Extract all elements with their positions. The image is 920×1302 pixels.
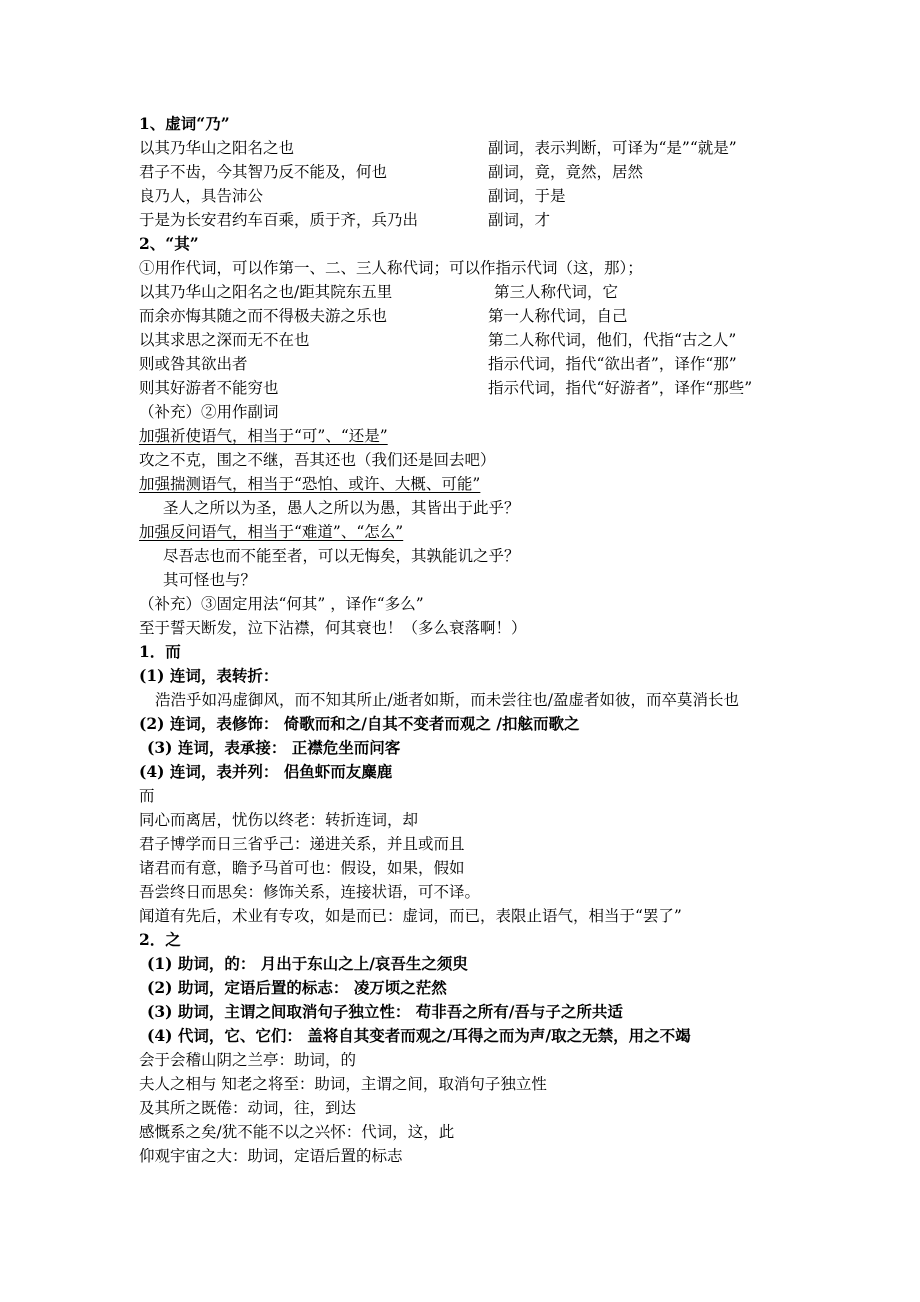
underlined-line: 加强反问语气，相当于“难道”、“怎么” [139, 523, 404, 541]
text-line: (4) 代词，它、它们： 盖将自其变者而观之/耳得之而为声/取之无禁，用之不竭 [147, 1026, 691, 1045]
text-line: 吾尝终日而思矣：修饰关系，连接状语，可不译。 [139, 883, 481, 901]
heading-er: 1．而 [139, 642, 181, 661]
text-line: (3) 连词，表承接： 正襟危坐而问客 [147, 738, 401, 757]
annotation: 副词，竟，竟然，居然 [488, 163, 644, 181]
text-line: 至于誓天断发，泣下沾襟，何其衰也！（多么衰落啊！） [139, 619, 527, 637]
text-line: 攻之不克，围之不继，吾其还也（我们还是回去吧） [139, 451, 496, 469]
annotation: 第二人称代词，他们，代指“古之人” [488, 331, 737, 349]
text-line: 及其所之既倦：动词，往，到达 [139, 1099, 357, 1117]
heading-qi: 2、“其” [139, 234, 199, 253]
annotation: 第一人称代词，自己 [488, 307, 628, 325]
example-line: 以其乃华山之阳名之也 [139, 139, 295, 157]
example-line: 良乃人，具告沛公 [139, 187, 264, 205]
example-line: 君子不齿，今其智乃反不能及，何也 [139, 163, 388, 181]
text-line: 圣人之所以为圣，愚人之所以为愚，其皆出于此乎？ [163, 499, 520, 517]
text-line: ①用作代词，可以作第一、二、三人称代词；可以作指示代词（这，那）； [139, 259, 643, 277]
text-line: 感慨系之矣/犹不能不以之兴怀：代词，这，此 [139, 1123, 455, 1141]
text-line: 会于会稽山阴之兰亭：助词，的 [139, 1051, 357, 1069]
text-line: 而 [139, 787, 155, 805]
example-line: 以其求思之深而无不在也 [139, 331, 310, 349]
text-line: 诸君而有意，瞻予马首可也：假设，如果，假如 [139, 859, 465, 877]
text-line: (2) 助词，定语后置的标志： 凌万顷之茫然 [147, 978, 447, 997]
text-line: 闻道有先后，术业有专攻，如是而已：虚词，而已，表限止语气，相当于“罢了” [139, 907, 682, 925]
text-line: (1) 助词，的： 月出于东山之上/哀吾生之须臾 [147, 954, 468, 973]
heading-zhi: 2．之 [139, 930, 181, 949]
text-line: (1) 连词，表转折： [139, 666, 279, 685]
example-line: 则或咎其欲出者 [139, 355, 248, 373]
text-line: 尽吾志也而不能至者，可以无悔矣，其孰能讥之乎？ [163, 547, 520, 565]
text-line: 浩浩乎如冯虚御风，而不知其所止/逝者如斯，而未尝往也/盈虚者如彼，而卒莫消长也 [155, 691, 739, 709]
annotation: 指示代词，指代“欲出者”，译作“那” [488, 355, 737, 373]
example-line: 以其乃华山之阳名之也/距其院东五里 [139, 283, 393, 301]
text-line: (3) 助词，主谓之间取消句子独立性： 苟非吾之所有/吾与子之所共适 [147, 1002, 623, 1021]
text-line: 同心而离居，忧伤以终老：转折连词，却 [139, 811, 419, 829]
text-line: 君子博学而日三省乎己：递进关系，并且或而且 [139, 835, 465, 853]
text-line: 其可怪也与？ [163, 571, 257, 589]
heading-nai: 1、虚词“乃” [139, 114, 230, 133]
text-line: （补充）②用作副词 [139, 403, 279, 421]
annotation: 副词，表示判断，可译为“是”“就是” [488, 139, 737, 157]
text-line: (4) 连词，表并列： 侣鱼虾而友麋鹿 [139, 762, 393, 781]
text-line: 夫人之相与 知老之将至：助词，主谓之间，取消句子独立性 [139, 1075, 547, 1093]
annotation: 副词，于是 [488, 187, 566, 205]
example-line: 而余亦悔其随之而不得极夫游之乐也 [139, 307, 388, 325]
underlined-line: 加强揣测语气，相当于“恐怕、或许、大概、可能” [139, 475, 481, 493]
underlined-line: 加强祈使语气，相当于“可”、“还是” [139, 427, 388, 445]
example-line: 则其好游者不能穷也 [139, 379, 279, 397]
annotation: 副词，才 [488, 211, 551, 229]
text-line: （补充）③固定用法“何其” ，译作“多么” [139, 595, 424, 613]
annotation: 第三人称代词，它 [494, 283, 619, 301]
text-line: (2) 连词，表修饰： 倚歌而和之/自其不变者而观之 /扣舷而歌之 [139, 714, 580, 733]
annotation: 指示代词，指代“好游者”，译作“那些” [488, 379, 753, 397]
example-line: 于是为长安君约车百乘，质于齐，兵乃出 [139, 211, 419, 229]
text-line: 仰观宇宙之大：助词，定语后置的标志 [139, 1147, 403, 1165]
